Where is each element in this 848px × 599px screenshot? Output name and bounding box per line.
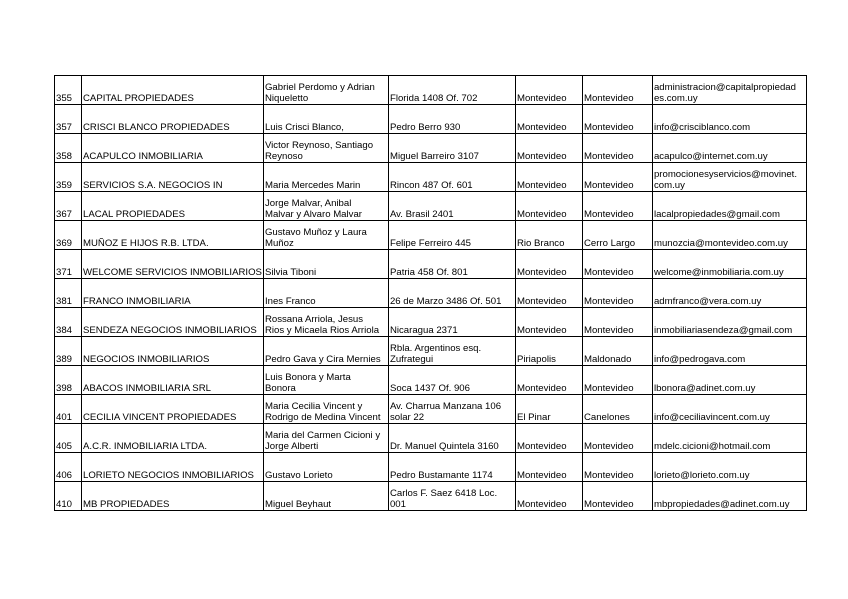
contact-line: Luis Bonora y Marta xyxy=(264,372,351,383)
city-cell: Rio Branco xyxy=(515,221,582,250)
address-cell xyxy=(388,366,515,395)
contact-line: Ines Franco xyxy=(264,296,316,307)
department-cell: Montevideo xyxy=(582,163,652,192)
email-line: info@pedrogava.com xyxy=(653,354,746,365)
address-line: solar 22 xyxy=(389,412,425,423)
city-cell: Montevideo xyxy=(515,453,582,482)
email-line: welcome@inmobiliaria.com.uy xyxy=(653,267,784,278)
department-cell: Montevideo xyxy=(582,482,652,511)
email-cell xyxy=(652,221,806,250)
contact-line: Maria Mercedes Marin xyxy=(264,180,361,191)
address-line: Av. Charrua Manzana 106 xyxy=(389,401,502,412)
table-row xyxy=(55,134,807,163)
email-line: info@crisciblanco.com xyxy=(653,122,751,133)
department-cell: Montevideo xyxy=(582,279,652,308)
address-line: Nicaragua 2371 xyxy=(389,325,458,336)
address-line: Miguel Barreiro 3107 xyxy=(389,151,480,162)
contact-cell xyxy=(263,105,388,134)
email-cell xyxy=(652,192,806,221)
department-cell: Montevideo xyxy=(582,366,652,395)
address-cell xyxy=(388,424,515,453)
table-row xyxy=(55,424,807,453)
address-cell xyxy=(388,337,515,366)
city-cell: Montevideo xyxy=(515,250,582,279)
company-cell: CAPITAL PROPIEDADES xyxy=(82,76,264,105)
id-cell: 357 xyxy=(55,105,82,134)
table-row xyxy=(55,76,807,105)
id-cell: 355 xyxy=(55,76,82,105)
table-row xyxy=(55,453,807,482)
email-cell xyxy=(652,395,806,424)
email-cell xyxy=(652,366,806,395)
company-cell: NEGOCIOS INMOBILIARIOS xyxy=(82,337,264,366)
company-cell: LORIETO NEGOCIOS INMOBILIARIOS xyxy=(82,453,264,482)
address-cell xyxy=(388,482,515,511)
contact-line: Gabriel Perdomo y Adrian xyxy=(264,82,375,93)
email-cell xyxy=(652,105,806,134)
company-cell: CRISCI BLANCO PROPIEDADES xyxy=(82,105,264,134)
company-cell: SENDEZA NEGOCIOS INMOBILIARIOS xyxy=(82,308,264,337)
id-cell: 401 xyxy=(55,395,82,424)
email-cell xyxy=(652,134,806,163)
city-cell: Montevideo xyxy=(515,308,582,337)
address-line: 26 de Marzo 3486 Of. 501 xyxy=(389,296,502,307)
city-cell: Montevideo xyxy=(515,163,582,192)
email-line: admfranco@vera.com.uy xyxy=(653,296,762,307)
email-line: mbpropiedades@adinet.com.uy xyxy=(653,499,790,510)
company-cell: ABACOS INMOBILIARIA SRL xyxy=(82,366,264,395)
email-cell xyxy=(652,424,806,453)
address-line: Florida 1408 Of. 702 xyxy=(389,93,478,104)
table-row xyxy=(55,221,807,250)
contact-cell xyxy=(263,453,388,482)
email-line: com.uy xyxy=(653,180,685,191)
city-cell: Montevideo xyxy=(515,105,582,134)
company-cell: MUÑOZ E HIJOS R.B. LTDA. xyxy=(82,221,264,250)
email-line: lorieto@lorieto.com.uy xyxy=(653,470,750,481)
email-line: info@ceciliavincent.com.uy xyxy=(653,412,770,423)
contact-cell xyxy=(263,250,388,279)
address-line: Pedro Berro 930 xyxy=(389,122,461,133)
company-cell: CECILIA VINCENT PROPIEDADES xyxy=(82,395,264,424)
contact-line: Silvia Tiboni xyxy=(264,267,317,278)
table-row xyxy=(55,482,807,511)
contact-line: Jorge Malvar, Anibal xyxy=(264,198,352,209)
table-row xyxy=(55,279,807,308)
email-cell xyxy=(652,453,806,482)
id-cell: 367 xyxy=(55,192,82,221)
address-cell xyxy=(388,192,515,221)
department-cell: Montevideo xyxy=(582,76,652,105)
city-cell: Piriapolis xyxy=(515,337,582,366)
id-cell: 398 xyxy=(55,366,82,395)
contact-cell xyxy=(263,395,388,424)
id-cell: 389 xyxy=(55,337,82,366)
address-line: Felipe Ferreiro 445 xyxy=(389,238,472,249)
contact-line: Maria del Carmen Cicioni y xyxy=(264,430,381,441)
id-cell: 406 xyxy=(55,453,82,482)
id-cell: 369 xyxy=(55,221,82,250)
address-cell xyxy=(388,308,515,337)
email-line: inmobiliariasendeza@gmail.com xyxy=(653,325,793,336)
id-cell: 384 xyxy=(55,308,82,337)
contact-cell xyxy=(263,76,388,105)
city-cell: Montevideo xyxy=(515,134,582,163)
email-line: munozcia@montevideo.com.uy xyxy=(653,238,788,249)
contact-line: Bonora xyxy=(264,383,296,394)
email-line: lbonora@adinet.com.uy xyxy=(653,383,756,394)
address-cell xyxy=(388,163,515,192)
contact-cell xyxy=(263,424,388,453)
contact-line: Maria Cecilia Vincent y xyxy=(264,401,363,412)
contact-cell xyxy=(263,221,388,250)
department-cell: Montevideo xyxy=(582,250,652,279)
department-cell: Montevideo xyxy=(582,453,652,482)
company-cell: A.C.R. INMOBILIARIA LTDA. xyxy=(82,424,264,453)
email-line: promocionesyservicios@movinet. xyxy=(653,169,797,180)
department-cell: Montevideo xyxy=(582,105,652,134)
id-cell: 371 xyxy=(55,250,82,279)
city-cell: Montevideo xyxy=(515,424,582,453)
contact-cell xyxy=(263,279,388,308)
address-cell xyxy=(388,250,515,279)
table-row xyxy=(55,250,807,279)
id-cell: 405 xyxy=(55,424,82,453)
contact-cell xyxy=(263,482,388,511)
department-cell: Cerro Largo xyxy=(582,221,652,250)
email-line: acapulco@internet.com.uy xyxy=(653,151,768,162)
address-cell xyxy=(388,221,515,250)
company-cell: LACAL PROPIEDADES xyxy=(82,192,264,221)
email-line: mdelc.cicioni@hotmail.com xyxy=(653,441,771,452)
contact-line: Malvar y Alvaro Malvar xyxy=(264,209,362,220)
city-cell: El Pinar xyxy=(515,395,582,424)
email-cell xyxy=(652,337,806,366)
company-cell: ACAPULCO INMOBILIARIA xyxy=(82,134,264,163)
contact-line: Niqueletto xyxy=(264,93,309,104)
email-cell xyxy=(652,308,806,337)
contact-cell xyxy=(263,134,388,163)
company-cell: MB PROPIEDADES xyxy=(82,482,264,511)
address-cell xyxy=(388,105,515,134)
contact-cell xyxy=(263,308,388,337)
address-line: Soca 1437 Of. 906 xyxy=(389,383,470,394)
address-cell xyxy=(388,279,515,308)
table-row xyxy=(55,192,807,221)
email-line: lacalpropiedades@gmail.com xyxy=(653,209,780,220)
contact-line: Gustavo Lorieto xyxy=(264,470,333,481)
contact-line: Rodrigo de Medina Vincent xyxy=(264,412,381,423)
table-row xyxy=(55,366,807,395)
contact-line: Jorge Alberti xyxy=(264,441,319,452)
id-cell: 381 xyxy=(55,279,82,308)
department-cell: Montevideo xyxy=(582,134,652,163)
address-cell xyxy=(388,134,515,163)
address-line: Rbla. Argentinos esq. xyxy=(389,343,482,354)
department-cell: Montevideo xyxy=(582,308,652,337)
department-cell: Montevideo xyxy=(582,424,652,453)
contact-line: Pedro Gava y Cira Mernies xyxy=(264,354,381,365)
inmobiliarias-table xyxy=(54,75,807,511)
city-cell: Montevideo xyxy=(515,192,582,221)
company-cell: FRANCO INMOBILIARIA xyxy=(82,279,264,308)
address-line: Rincon 487 Of. 601 xyxy=(389,180,473,191)
department-cell: Montevideo xyxy=(582,192,652,221)
id-cell: 359 xyxy=(55,163,82,192)
address-line: Dr. Manuel Quintela 3160 xyxy=(389,441,499,452)
table-row xyxy=(55,105,807,134)
address-cell xyxy=(388,395,515,424)
contact-line: Reynoso xyxy=(264,151,303,162)
contact-cell xyxy=(263,366,388,395)
company-cell: WELCOME SERVICIOS INMOBILIARIOS xyxy=(82,250,264,279)
address-line: 001 xyxy=(389,499,406,510)
company-cell: SERVICIOS S.A. NEGOCIOS IN xyxy=(82,163,264,192)
address-line: Carlos F. Saez 6418 Loc. xyxy=(389,488,498,499)
address-line: Pedro Bustamante 1174 xyxy=(389,470,493,481)
city-cell: Montevideo xyxy=(515,279,582,308)
city-cell: Montevideo xyxy=(515,482,582,511)
contact-line: Muñoz xyxy=(264,238,294,249)
email-line: es.com.uy xyxy=(653,93,698,104)
contact-line: Luis Crisci Blanco, xyxy=(264,122,344,133)
contact-cell xyxy=(263,192,388,221)
address-line: Av. Brasil 2401 xyxy=(389,209,454,220)
email-cell xyxy=(652,163,806,192)
contact-line: Gustavo Muñoz y Laura xyxy=(264,227,367,238)
email-cell xyxy=(652,250,806,279)
department-cell: Canelones xyxy=(582,395,652,424)
email-cell xyxy=(652,482,806,511)
email-line: administracion@capitalpropiedad xyxy=(653,82,796,93)
contact-line: Miguel Beyhaut xyxy=(264,499,332,510)
address-cell xyxy=(388,76,515,105)
contact-line: Rossana Arriola, Jesus xyxy=(264,314,364,325)
table-row xyxy=(55,395,807,424)
table-row xyxy=(55,308,807,337)
id-cell: 358 xyxy=(55,134,82,163)
address-line: Patria 458 Of. 801 xyxy=(389,267,468,278)
table-row xyxy=(55,163,807,192)
address-line: Zufrategui xyxy=(389,354,434,365)
city-cell: Montevideo xyxy=(515,366,582,395)
contact-line: Victor Reynoso, Santiago xyxy=(264,140,374,151)
id-cell: 410 xyxy=(55,482,82,511)
email-cell xyxy=(652,76,806,105)
department-cell: Maldonado xyxy=(582,337,652,366)
email-cell xyxy=(652,279,806,308)
table-row xyxy=(55,337,807,366)
address-cell xyxy=(388,453,515,482)
city-cell: Montevideo xyxy=(515,76,582,105)
contact-cell xyxy=(263,337,388,366)
contact-line: Rios y Micaela Rios Arriola xyxy=(264,325,380,336)
contact-cell xyxy=(263,163,388,192)
